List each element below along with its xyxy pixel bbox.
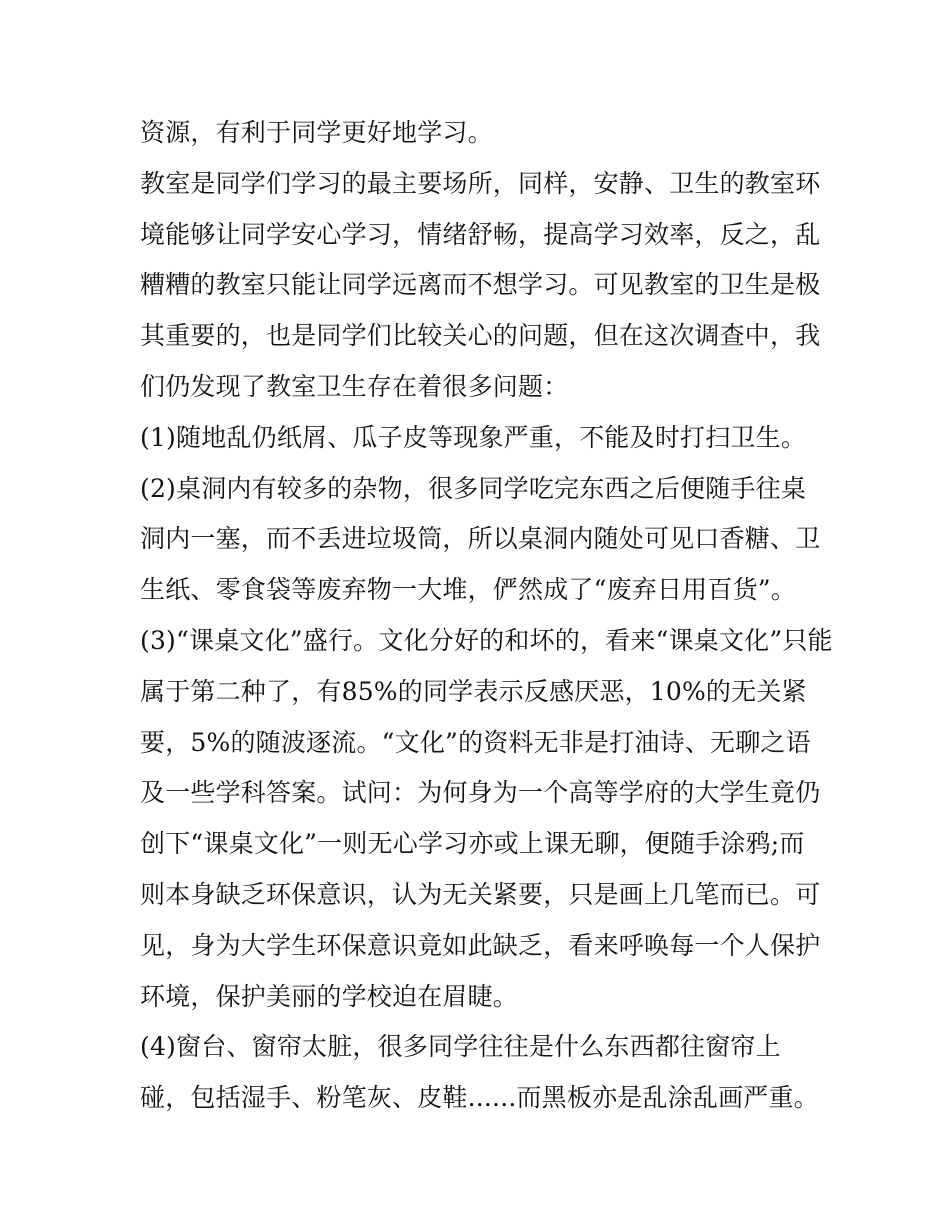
text-line: 则本身缺乏环保意识，认为无关紧要，只是画上几笔而已。可 — [140, 879, 821, 909]
text-line: (3)“课桌文化”盛行。文化分好的和坏的，看来“课桌文化”只能 — [140, 625, 833, 655]
text-line: 洞内一塞，而不丢进垃圾筒，所以桌洞内随处可见口香糖、卫 — [140, 524, 821, 554]
text-line: (4)窗台、窗帘太脏，很多同学往往是什么东西都往窗帘上 — [140, 1032, 781, 1062]
text-line: 其重要的，也是同学们比较关心的问题，但在这次调查中，我 — [140, 321, 821, 351]
text-line: (1)随地乱仍纸屑、瓜子皮等现象严重，不能及时打扫卫生。 — [140, 422, 807, 452]
text-line: 碰，包括湿手、粉笔灰、皮鞋......而黑板亦是乱涂乱画严重。 — [140, 1083, 819, 1113]
text-line: 们仍发现了教室卫生存在着很多问题： — [140, 371, 569, 401]
text-line: 资源，有利于同学更好地学习。 — [140, 118, 493, 147]
text-line: 创下“课桌文化”一则无心学习亦或上课无聊，便随手涂鸦;而 — [140, 829, 805, 859]
text-line: 属于第二种了，有85%的同学表示反感厌恶，10%的无关紧 — [140, 676, 807, 706]
text-line: 糟糟的教室只能让同学远离而不想学习。可见教室的卫生是极 — [140, 270, 821, 300]
text-line: 教室是同学们学习的最主要场所，同样，安静、卫生的教室环 — [140, 168, 821, 198]
text-line: 见，身为大学生环保意识竟如此缺乏，看来呼唤每一个人保护 — [140, 930, 821, 960]
text-line: 境能够让同学安心学习，情绪舒畅，提高学习效率，反之，乱 — [140, 219, 821, 249]
text-line: 生纸、零食袋等废弃物一大堆，俨然成了“废弃日用百货”。 — [140, 575, 796, 605]
text-line: 要，5%的随波逐流。“文化”的资料无非是打油诗、无聊之语 — [140, 727, 811, 757]
text-line: (2)桌洞内有较多的杂物，很多同学吃完东西之后便随手往桌 — [140, 473, 807, 503]
document-body — [140, 108, 833, 1124]
text-line: 环境，保护美丽的学校迫在眉睫。 — [140, 981, 519, 1011]
text-line: 及一些学科答案。试问：为何身为一个高等学府的大学生竟仍 — [140, 778, 821, 808]
